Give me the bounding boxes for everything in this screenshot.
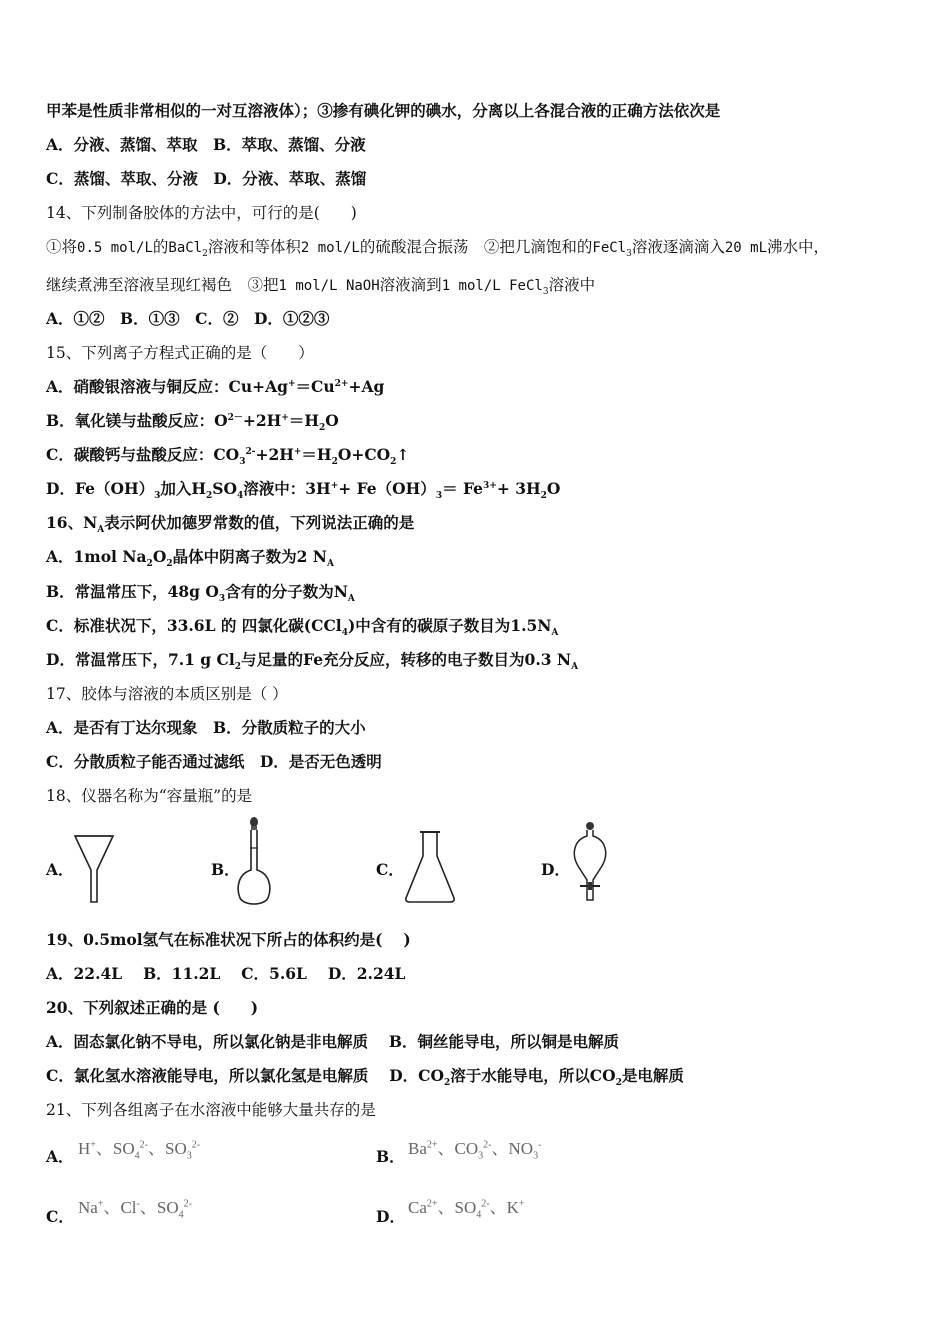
q21-option-c-ions: Na+、Cl-、$SO_4^{2-}$ — [78, 1198, 192, 1221]
q20-options-cd: C．氯化氢水溶液能导电，所以氯化氢是电解质 D．$CO_2$溶于水能导电，所以$CO_2$是电解质 — [46, 1066, 684, 1089]
q15-option-d: D．$Fe(OH)_3$加入$H_2SO_4$溶液中：$3H^++ Fe(OH)_3= Fe^{3+}+ 3H_2O$ — [46, 479, 561, 502]
q16-stem: 16、$N_A$表示阿伏加德罗常数的值，下列说法正确的是 — [46, 513, 415, 536]
q18-stem: 18、仪器名称为“容量瓶”的是 — [46, 787, 253, 805]
q21-option-c-label: C． — [46, 1207, 74, 1226]
q15-stem: 15、下列离子方程式正确的是（ ） — [46, 344, 314, 362]
q21-stem: 21、下列各组离子在水溶液中能够大量共存的是 — [46, 1101, 376, 1119]
funnel-icon — [72, 830, 116, 906]
q19-options: A．22.4L B．11.2L C．5.6L D．2.24L — [46, 964, 406, 983]
q16-option-c: C．标准状况下，33.6L 的 四氯化碳(CCl$_4$)中含有的碳原子数目为$1.5N_A$ — [46, 616, 559, 639]
q13-options-cd: C．蒸馏、萃取、分液 D．分液、萃取、蒸馏 — [46, 169, 367, 188]
q21-option-d-label: D． — [376, 1207, 405, 1226]
q21-option-a-ions: H+、$SO_4^{2-}$、$SO_3^{2-}$ — [78, 1139, 201, 1162]
q14-stem: 14、下列制备胶体的方法中，可行的是( ) — [46, 204, 357, 222]
q16-option-d: D．常温常压下，7.1 g $Cl_2$与足量的Fe充分反应，转移的电子数目为0.3 $N_A$ — [46, 650, 579, 673]
q16-option-a: A．1mol $Na_2O_2$晶体中阴离子数为2 $N_A$ — [46, 547, 334, 570]
q16-option-b: B．常温常压下，48g $O_3$含有的分子数为$N_A$ — [46, 582, 355, 605]
q21-option-a-label: A． — [46, 1147, 74, 1166]
q17-options-ab: A．是否有丁达尔现象 B．分散质粒子的大小 — [46, 718, 366, 737]
q20-options-ab: A．固态氯化钠不导电，所以氯化钠是非电解质 B．铜丝能导电，所以铜是电解质 — [46, 1032, 620, 1051]
q17-stem: 17、胶体与溶液的本质区别是（ ） — [46, 685, 288, 703]
q15-option-b: B．氧化镁与盐酸反应：$O^{2-}+2H^+=H_2O$ — [46, 411, 339, 434]
q14-items-line1: ①将0.5 mol/L的BaCl$_2$溶液和等体积2 mol/L的硫酸混合振荡 ②把几滴饱和的FeCl$_3$溶液逐滴滴入20 mL沸水中， — [46, 238, 830, 260]
q14-items-line2: 继续煮沸至溶液呈现红褐色 ③把1 mol/L NaOH溶液滴到1 mol/L FeCl$_3$溶液中 — [46, 276, 596, 298]
q18-option-b-label: B． — [211, 860, 240, 879]
q15-option-c: C．碳酸钙与盐酸反应：$CO_3^{2-}+2H^+=H_2O+CO_2↑$ — [46, 445, 410, 468]
q13-stem-continued: 甲苯是性质非常相似的一对互溶液体）；③掺有碘化钾的碘水，分离以上各混合液的正确方法依次是 — [46, 101, 721, 120]
q13-options-ab: A．分液、蒸馏、萃取 B．萃取、蒸馏、分液 — [46, 135, 366, 154]
q21-option-b-ions: $Ba^{2+}$、$CO_3^{2-}$、$NO_3^-$ — [408, 1139, 542, 1162]
q21-option-d-ions: $Ca^{2+}$、$SO_4^{2-}$、K+ — [408, 1198, 525, 1221]
q19-stem: 19、0.5mol氢气在标准状况下所占的体积约是( ) — [46, 930, 411, 949]
q21-option-b-label: B． — [376, 1147, 405, 1166]
q18-option-a-label: A． — [46, 860, 74, 879]
q14-options: A．①② B．①③ C．② D．①②③ — [46, 309, 330, 328]
q18-option-d-label: D． — [541, 860, 570, 879]
q17-options-cd: C．分散质粒子能否通过滤纸 D．是否无色透明 — [46, 752, 382, 771]
erlenmeyer-flask-icon — [402, 828, 458, 906]
volumetric-flask-icon — [234, 816, 274, 908]
q20-stem: 20、下列叙述正确的是 ( ) — [46, 998, 259, 1017]
q18-option-c-label: C． — [376, 860, 404, 879]
q15-option-a: A．硝酸银溶液与铜反应：$Cu+Ag^+=Cu^{2+}+Ag$ — [46, 377, 385, 396]
separatory-funnel-icon — [568, 820, 612, 908]
